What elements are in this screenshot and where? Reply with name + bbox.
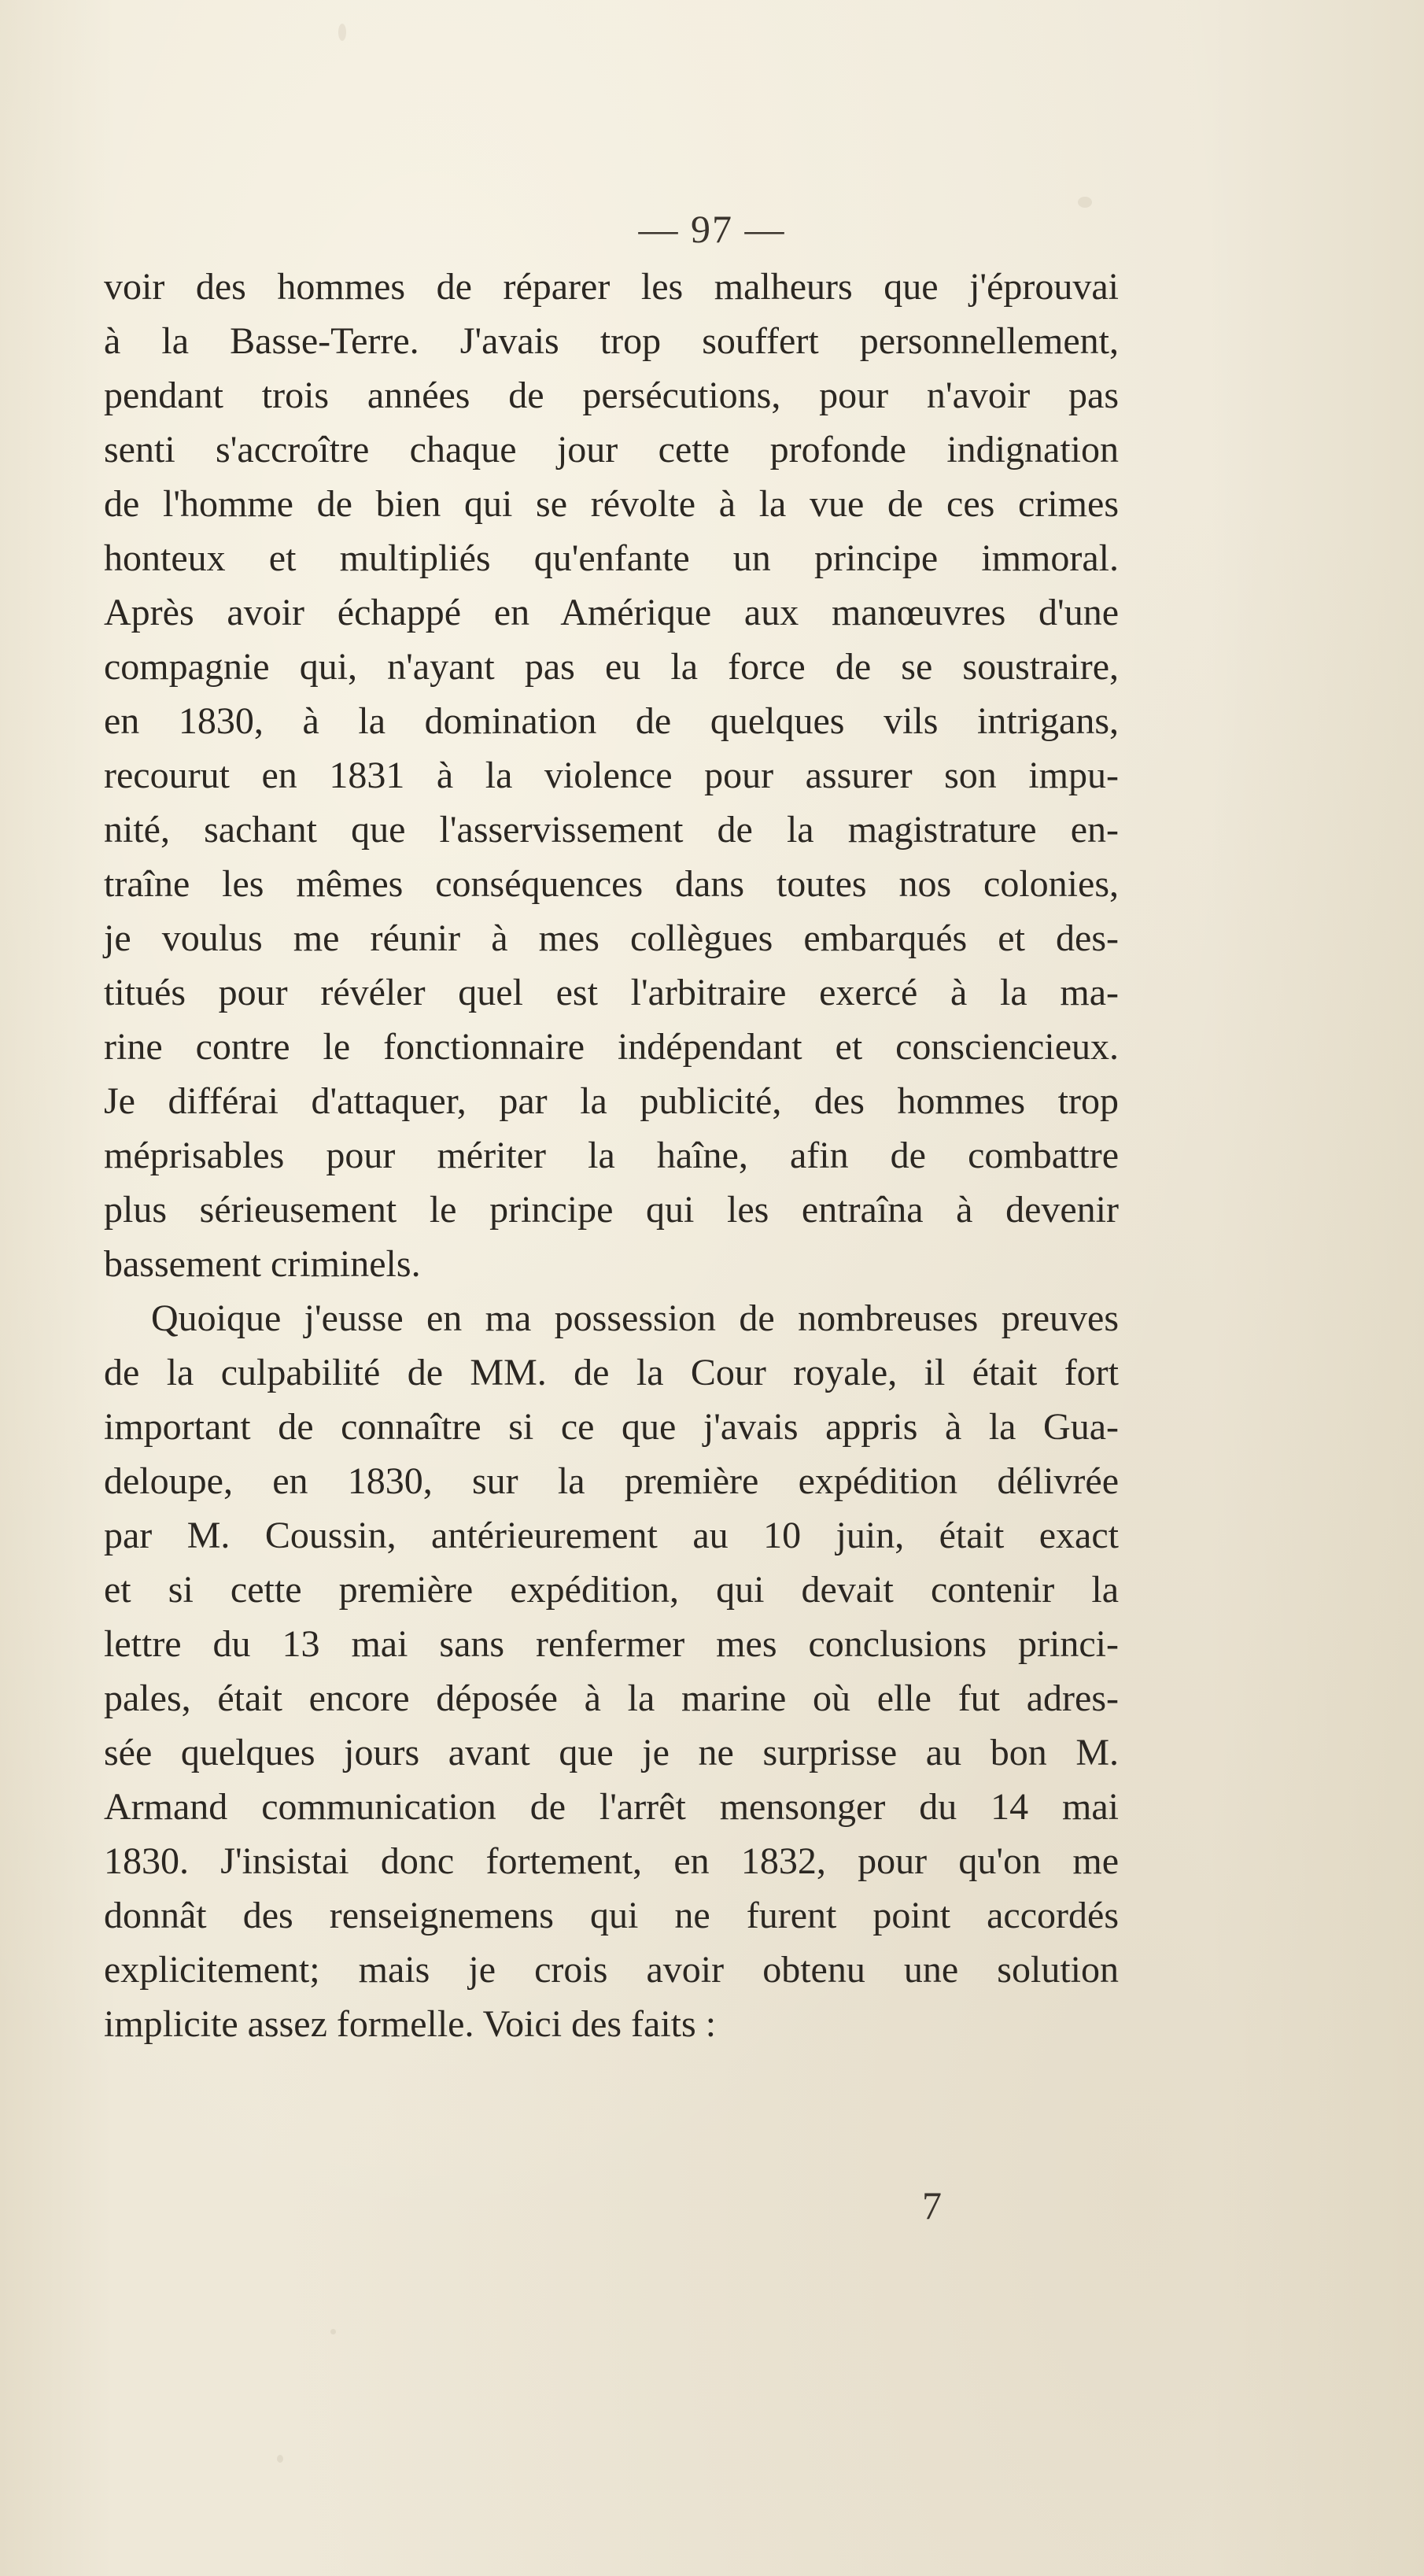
text-line: rine contre le fonctionnaire indépendant et consciencieux. [104, 1026, 1119, 1068]
text-line: bassement criminels. [104, 1243, 421, 1285]
text-line: Je différai d'attaquer, par la publicité, des hommes trop [104, 1080, 1119, 1122]
text-line: recourut en 1831 à la violence pour assurer son impu- [104, 755, 1119, 796]
text-line: en 1830, à la domination de quelques vils intrigans, [104, 700, 1119, 742]
text-line: lettre du 13 mai sans renfermer mes conclusions princi- [104, 1623, 1119, 1665]
text-line: de l'homme de bien qui se révolte à la vue de ces crimes [104, 483, 1119, 525]
text-line: Armand communication de l'arrêt mensonger du 14 mai [104, 1786, 1119, 1828]
text-line: pales, était encore déposée à la marine où elle fut adres- [104, 1677, 1119, 1719]
text-line: important de connaître si ce que j'avais appris à la Gua- [104, 1406, 1119, 1448]
text-line: par M. Coussin, antérieurement au 10 juin, était exact [104, 1515, 1119, 1556]
paper-stain [277, 2455, 283, 2463]
text-line: méprisables pour mériter la haîne, afin de combattre [104, 1135, 1119, 1176]
text-line: 1830. J'insistai donc fortement, en 1832, pour qu'on me [104, 1840, 1119, 1882]
text-line: donnât des renseignemens qui ne furent point accordés [104, 1895, 1119, 1936]
text-line: Après avoir échappé en Amérique aux manœuvres d'une [104, 592, 1119, 633]
text-line: pendant trois années de persécutions, pour n'avoir pas [104, 375, 1119, 416]
text-line: et si cette première expédition, qui devait contenir la [104, 1569, 1119, 1611]
paper-stain [338, 24, 346, 41]
paper-stain [330, 2329, 336, 2334]
body-text [104, 260, 1119, 2051]
text-line: Quoique j'eusse en ma possession de nombreuses preuves [151, 1297, 1119, 1339]
text-line: compagnie qui, n'ayant pas eu la force de se soustraire, [104, 646, 1119, 688]
text-line: honteux et multipliés qu'enfante un principe immoral. [104, 537, 1119, 579]
text-line: explicitement; mais je crois avoir obtenu une solution [104, 1949, 1119, 1991]
text-line: je voulus me réunir à mes collègues embarqués et des- [104, 917, 1119, 959]
text-line: senti s'accroître chaque jour cette profonde indignation [104, 429, 1119, 471]
text-line: de la culpabilité de MM. de la Cour royale, il était fort [104, 1352, 1119, 1393]
text-line: implicite assez formelle. Voici des faits : [104, 2003, 717, 2045]
text-line: traîne les mêmes conséquences dans toutes nos colonies, [104, 863, 1119, 905]
text-line: sée quelques jours avant que je ne surprisse au bon M. [104, 1732, 1119, 1773]
text-line: nité, sachant que l'asservissement de la magistrature en- [104, 809, 1119, 851]
text-line: deloupe, en 1830, sur la première expédition délivrée [104, 1460, 1119, 1502]
text-line: plus sérieusement le principe qui les entraîna à devenir [104, 1189, 1119, 1231]
signature-mark: 7 [922, 2183, 942, 2227]
text-line: titués pour révéler quel est l'arbitraire exercé à la ma- [104, 972, 1119, 1013]
text-line: à la Basse-Terre. J'avais trop souffert personnellement, [104, 320, 1119, 362]
text-line: voir des hommes de réparer les malheurs que j'éprouvai [104, 266, 1119, 308]
running-header: — 97 — [638, 207, 786, 251]
